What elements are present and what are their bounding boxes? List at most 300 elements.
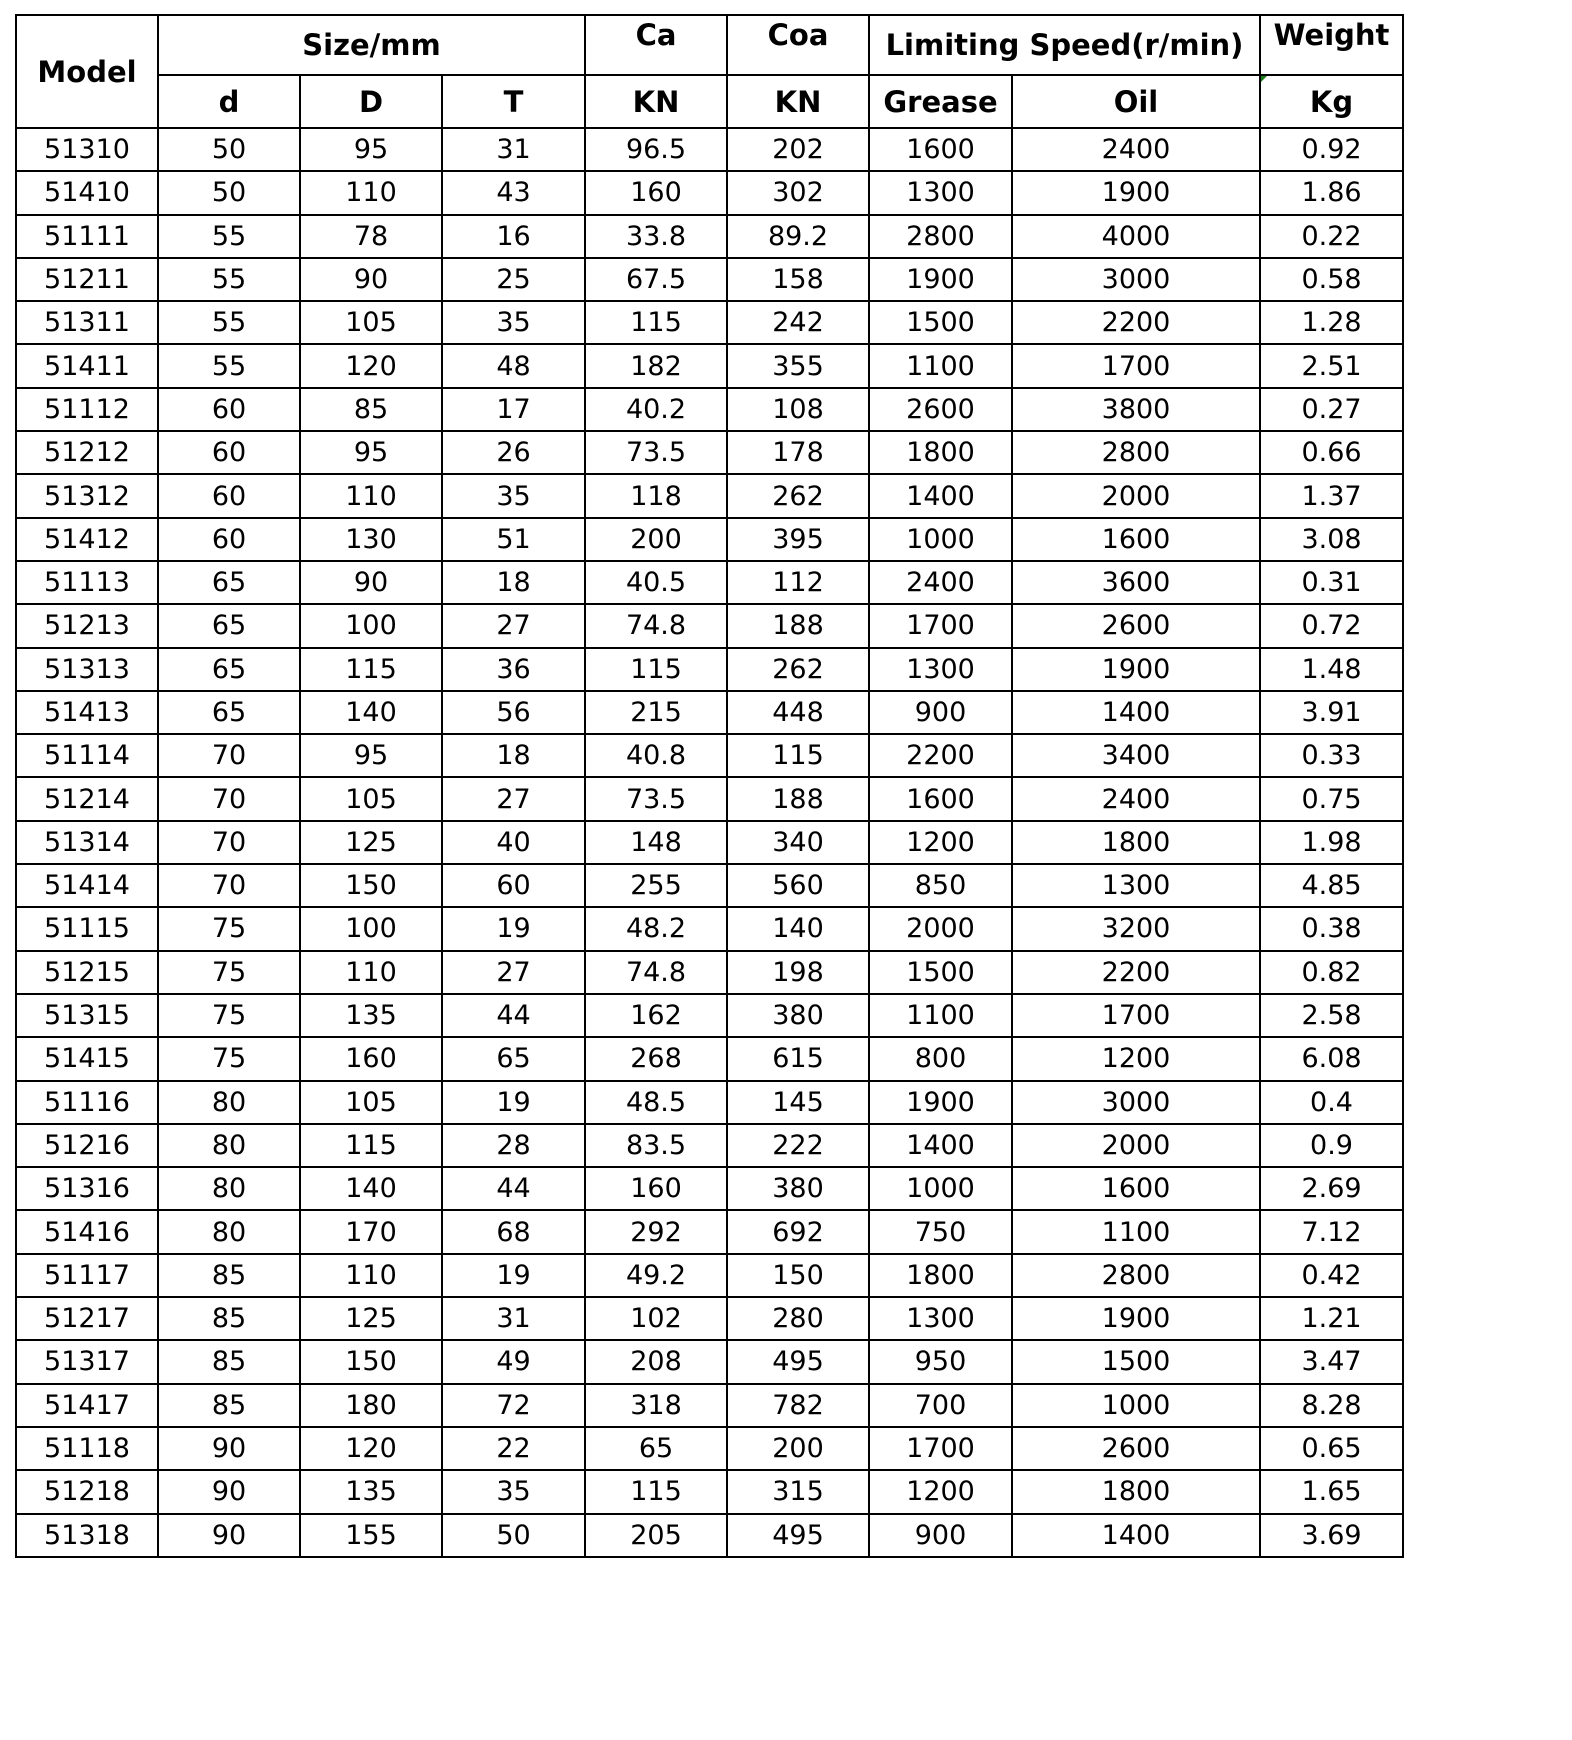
table-row (16, 691, 1403, 734)
cell-grease: 1100 (869, 344, 1012, 387)
cell-ca: 318 (585, 1384, 727, 1427)
cell-weight: 0.75 (1260, 777, 1403, 820)
cell-T: 18 (442, 561, 585, 604)
cell-d: 75 (158, 951, 300, 994)
cell-oil: 2400 (1012, 128, 1260, 171)
cell-d: 90 (158, 1427, 300, 1470)
cell-grease: 1500 (869, 301, 1012, 344)
cell-ca: 162 (585, 994, 727, 1037)
table-row (16, 344, 1403, 387)
cell-grease: 900 (869, 691, 1012, 734)
cell-oil: 1800 (1012, 821, 1260, 864)
cell-ca: 115 (585, 301, 727, 344)
cell-ca: 118 (585, 474, 727, 517)
cell-grease: 1800 (869, 1254, 1012, 1297)
cell-T: 35 (442, 474, 585, 517)
cell-model: 51415 (16, 1037, 158, 1080)
cell-d: 85 (158, 1297, 300, 1340)
cell-model: 51213 (16, 604, 158, 647)
cell-coa: 380 (727, 1167, 869, 1210)
cell-coa: 89.2 (727, 215, 869, 258)
cell-weight: 0.38 (1260, 907, 1403, 950)
cell-coa: 145 (727, 1081, 869, 1124)
cell-weight: 1.48 (1260, 648, 1403, 691)
cell-d: 55 (158, 301, 300, 344)
cell-D: 105 (300, 301, 442, 344)
cell-ca: 48.2 (585, 907, 727, 950)
cell-oil: 3000 (1012, 258, 1260, 301)
cell-T: 26 (442, 431, 585, 474)
cell-d: 70 (158, 734, 300, 777)
cell-T: 28 (442, 1124, 585, 1167)
cell-coa: 108 (727, 388, 869, 431)
cell-d: 75 (158, 1037, 300, 1080)
cell-model: 51118 (16, 1427, 158, 1470)
cell-d: 90 (158, 1514, 300, 1557)
cell-oil: 3600 (1012, 561, 1260, 604)
cell-d: 80 (158, 1081, 300, 1124)
cell-d: 70 (158, 864, 300, 907)
cell-model: 51112 (16, 388, 158, 431)
cell-d: 85 (158, 1384, 300, 1427)
cell-T: 19 (442, 1081, 585, 1124)
cell-d: 55 (158, 258, 300, 301)
table-row (16, 951, 1403, 994)
cell-weight: 0.9 (1260, 1124, 1403, 1167)
cell-coa: 782 (727, 1384, 869, 1427)
cell-weight: 1.65 (1260, 1470, 1403, 1513)
cell-grease: 1000 (869, 1167, 1012, 1210)
cell-weight: 0.27 (1260, 388, 1403, 431)
cell-D: 110 (300, 171, 442, 214)
cell-grease: 1700 (869, 1427, 1012, 1470)
cell-grease: 750 (869, 1210, 1012, 1253)
header-row-top (16, 15, 1403, 75)
table-row (16, 1210, 1403, 1253)
cell-ca: 83.5 (585, 1124, 727, 1167)
cell-ca: 182 (585, 344, 727, 387)
table-row (16, 648, 1403, 691)
cell-T: 60 (442, 864, 585, 907)
cell-coa: 315 (727, 1470, 869, 1513)
cell-coa: 222 (727, 1124, 869, 1167)
cell-weight: 0.66 (1260, 431, 1403, 474)
cell-ca: 148 (585, 821, 727, 864)
cell-model: 51313 (16, 648, 158, 691)
table-row (16, 215, 1403, 258)
header-weight: Weight (1260, 15, 1403, 75)
table-row (16, 1427, 1403, 1470)
table-row (16, 1470, 1403, 1513)
table-row (16, 561, 1403, 604)
cell-T: 44 (442, 1167, 585, 1210)
table-row (16, 1081, 1403, 1124)
cell-d: 60 (158, 388, 300, 431)
cell-grease: 1200 (869, 1470, 1012, 1513)
cell-model: 51312 (16, 474, 158, 517)
cell-coa: 495 (727, 1514, 869, 1557)
bearing-spec-sheet (15, 14, 1404, 1558)
cell-ca: 292 (585, 1210, 727, 1253)
header-ca-unit: KN (585, 75, 727, 128)
cell-model: 51315 (16, 994, 158, 1037)
cell-T: 50 (442, 1514, 585, 1557)
cell-weight: 4.85 (1260, 864, 1403, 907)
cell-T: 19 (442, 1254, 585, 1297)
cell-grease: 1300 (869, 1297, 1012, 1340)
cell-d: 80 (158, 1167, 300, 1210)
table-row (16, 777, 1403, 820)
cell-D: 95 (300, 431, 442, 474)
cell-coa: 340 (727, 821, 869, 864)
cell-T: 56 (442, 691, 585, 734)
cell-coa: 495 (727, 1340, 869, 1383)
cell-model: 51317 (16, 1340, 158, 1383)
header-ca: Ca (585, 15, 727, 75)
cell-model: 51116 (16, 1081, 158, 1124)
cell-weight: 1.28 (1260, 301, 1403, 344)
cell-grease: 1300 (869, 648, 1012, 691)
cell-ca: 74.8 (585, 604, 727, 647)
cell-coa: 262 (727, 474, 869, 517)
table-row (16, 864, 1403, 907)
cell-d: 60 (158, 518, 300, 561)
cell-oil: 1100 (1012, 1210, 1260, 1253)
cell-coa: 200 (727, 1427, 869, 1470)
cell-grease: 900 (869, 1514, 1012, 1557)
table-row (16, 301, 1403, 344)
cell-oil: 2400 (1012, 777, 1260, 820)
cell-oil: 2600 (1012, 1427, 1260, 1470)
cell-coa: 150 (727, 1254, 869, 1297)
cell-oil: 1900 (1012, 171, 1260, 214)
cell-coa: 262 (727, 648, 869, 691)
table-row (16, 388, 1403, 431)
table-row (16, 1254, 1403, 1297)
cell-grease: 1700 (869, 604, 1012, 647)
cell-weight: 3.08 (1260, 518, 1403, 561)
table-row (16, 907, 1403, 950)
cell-T: 27 (442, 604, 585, 647)
cell-grease: 950 (869, 1340, 1012, 1383)
cell-D: 110 (300, 474, 442, 517)
cell-oil: 1700 (1012, 344, 1260, 387)
cell-D: 140 (300, 1167, 442, 1210)
cell-oil: 3800 (1012, 388, 1260, 431)
cell-coa: 188 (727, 604, 869, 647)
cell-ca: 115 (585, 1470, 727, 1513)
cell-ca: 74.8 (585, 951, 727, 994)
cell-oil: 3200 (1012, 907, 1260, 950)
table-row (16, 128, 1403, 171)
cell-d: 60 (158, 431, 300, 474)
cell-weight: 1.86 (1260, 171, 1403, 214)
cell-grease: 700 (869, 1384, 1012, 1427)
cell-ca: 65 (585, 1427, 727, 1470)
cell-grease: 1900 (869, 1081, 1012, 1124)
cell-grease: 1400 (869, 1124, 1012, 1167)
cell-ca: 33.8 (585, 215, 727, 258)
cell-grease: 1600 (869, 777, 1012, 820)
cell-oil: 1000 (1012, 1384, 1260, 1427)
cell-ca: 268 (585, 1037, 727, 1080)
table-row (16, 1514, 1403, 1557)
cell-ca: 40.5 (585, 561, 727, 604)
cell-ca: 102 (585, 1297, 727, 1340)
cell-T: 31 (442, 128, 585, 171)
cell-D: 110 (300, 1254, 442, 1297)
cell-coa: 355 (727, 344, 869, 387)
cell-oil: 3400 (1012, 734, 1260, 777)
cell-D: 130 (300, 518, 442, 561)
cell-ca: 67.5 (585, 258, 727, 301)
cell-d: 65 (158, 691, 300, 734)
cell-T: 16 (442, 215, 585, 258)
cell-d: 55 (158, 344, 300, 387)
cell-T: 27 (442, 951, 585, 994)
table-row (16, 1124, 1403, 1167)
table-row (16, 1384, 1403, 1427)
cell-ca: 40.2 (585, 388, 727, 431)
cell-D: 90 (300, 258, 442, 301)
cell-oil: 3000 (1012, 1081, 1260, 1124)
cell-grease: 1800 (869, 431, 1012, 474)
cell-d: 75 (158, 994, 300, 1037)
header-d: d (158, 75, 300, 128)
cell-D: 110 (300, 951, 442, 994)
table-row (16, 518, 1403, 561)
cell-weight: 3.47 (1260, 1340, 1403, 1383)
cell-model: 51416 (16, 1210, 158, 1253)
cell-grease: 800 (869, 1037, 1012, 1080)
cell-d: 50 (158, 171, 300, 214)
cell-T: 43 (442, 171, 585, 214)
table-row (16, 734, 1403, 777)
cell-grease: 2200 (869, 734, 1012, 777)
cell-T: 48 (442, 344, 585, 387)
cell-weight: 2.58 (1260, 994, 1403, 1037)
cell-D: 160 (300, 1037, 442, 1080)
cell-ca: 208 (585, 1340, 727, 1383)
cell-d: 70 (158, 821, 300, 864)
cell-ca: 49.2 (585, 1254, 727, 1297)
cell-T: 68 (442, 1210, 585, 1253)
cell-weight: 0.42 (1260, 1254, 1403, 1297)
table-row (16, 1297, 1403, 1340)
cell-oil: 2600 (1012, 604, 1260, 647)
cell-D: 85 (300, 388, 442, 431)
cell-d: 65 (158, 648, 300, 691)
cell-weight: 1.37 (1260, 474, 1403, 517)
cell-model: 51314 (16, 821, 158, 864)
cell-T: 72 (442, 1384, 585, 1427)
cell-weight: 0.33 (1260, 734, 1403, 777)
cell-oil: 1300 (1012, 864, 1260, 907)
cell-grease: 2400 (869, 561, 1012, 604)
cell-D: 105 (300, 1081, 442, 1124)
cell-model: 51310 (16, 128, 158, 171)
cell-model: 51316 (16, 1167, 158, 1210)
cell-T: 65 (442, 1037, 585, 1080)
cell-oil: 2200 (1012, 951, 1260, 994)
cell-D: 125 (300, 1297, 442, 1340)
table-body (16, 128, 1403, 1557)
cell-model: 51411 (16, 344, 158, 387)
cell-weight: 0.65 (1260, 1427, 1403, 1470)
cell-weight: 1.21 (1260, 1297, 1403, 1340)
cell-coa: 560 (727, 864, 869, 907)
cell-weight: 2.51 (1260, 344, 1403, 387)
cell-T: 25 (442, 258, 585, 301)
header-D: D (300, 75, 442, 128)
cell-model: 51318 (16, 1514, 158, 1557)
cell-ca: 115 (585, 648, 727, 691)
cell-T: 40 (442, 821, 585, 864)
cell-grease: 850 (869, 864, 1012, 907)
cell-weight: 1.98 (1260, 821, 1403, 864)
cell-T: 19 (442, 907, 585, 950)
cell-grease: 1300 (869, 171, 1012, 214)
cell-grease: 1200 (869, 821, 1012, 864)
cell-coa: 178 (727, 431, 869, 474)
cell-T: 31 (442, 1297, 585, 1340)
cell-coa: 692 (727, 1210, 869, 1253)
cell-d: 90 (158, 1470, 300, 1513)
cell-oil: 2000 (1012, 474, 1260, 517)
cell-model: 51311 (16, 301, 158, 344)
cell-ca: 200 (585, 518, 727, 561)
cell-model: 51217 (16, 1297, 158, 1340)
header-model: Model (16, 15, 158, 128)
cell-oil: 2200 (1012, 301, 1260, 344)
cell-coa: 158 (727, 258, 869, 301)
cell-ca: 48.5 (585, 1081, 727, 1124)
cell-coa: 280 (727, 1297, 869, 1340)
cell-weight: 3.91 (1260, 691, 1403, 734)
table-row (16, 1340, 1403, 1383)
cell-T: 51 (442, 518, 585, 561)
cell-weight: 8.28 (1260, 1384, 1403, 1427)
cell-T: 35 (442, 1470, 585, 1513)
cell-ca: 96.5 (585, 128, 727, 171)
cell-oil: 1200 (1012, 1037, 1260, 1080)
cell-D: 100 (300, 907, 442, 950)
header-T: T (442, 75, 585, 128)
cell-d: 80 (158, 1124, 300, 1167)
header-row-sub (16, 75, 1403, 128)
cell-T: 27 (442, 777, 585, 820)
cell-model: 51412 (16, 518, 158, 561)
table-row (16, 994, 1403, 1037)
cell-oil: 2800 (1012, 431, 1260, 474)
cell-oil: 4000 (1012, 215, 1260, 258)
cell-oil: 2800 (1012, 1254, 1260, 1297)
cell-D: 135 (300, 994, 442, 1037)
cell-coa: 615 (727, 1037, 869, 1080)
cell-d: 55 (158, 215, 300, 258)
cell-weight: 0.82 (1260, 951, 1403, 994)
cell-oil: 1400 (1012, 691, 1260, 734)
cell-oil: 1500 (1012, 1340, 1260, 1383)
cell-oil: 1800 (1012, 1470, 1260, 1513)
cell-T: 17 (442, 388, 585, 431)
table-row (16, 1167, 1403, 1210)
cell-comment-marker (1261, 76, 1267, 82)
cell-oil: 1700 (1012, 994, 1260, 1037)
cell-D: 90 (300, 561, 442, 604)
table-row (16, 258, 1403, 301)
cell-coa: 198 (727, 951, 869, 994)
cell-model: 51216 (16, 1124, 158, 1167)
cell-T: 36 (442, 648, 585, 691)
cell-weight: 0.4 (1260, 1081, 1403, 1124)
cell-d: 70 (158, 777, 300, 820)
cell-D: 78 (300, 215, 442, 258)
cell-coa: 448 (727, 691, 869, 734)
cell-D: 180 (300, 1384, 442, 1427)
cell-coa: 140 (727, 907, 869, 950)
header-grease: Grease (869, 75, 1012, 128)
header-coa-unit: KN (727, 75, 869, 128)
cell-D: 95 (300, 734, 442, 777)
cell-D: 135 (300, 1470, 442, 1513)
header-coa: Coa (727, 15, 869, 75)
cell-grease: 2600 (869, 388, 1012, 431)
cell-oil: 2000 (1012, 1124, 1260, 1167)
cell-model: 51212 (16, 431, 158, 474)
cell-d: 85 (158, 1340, 300, 1383)
cell-D: 150 (300, 864, 442, 907)
cell-coa: 115 (727, 734, 869, 777)
cell-weight: 0.58 (1260, 258, 1403, 301)
cell-weight: 0.72 (1260, 604, 1403, 647)
cell-model: 51115 (16, 907, 158, 950)
cell-weight: 0.22 (1260, 215, 1403, 258)
cell-D: 140 (300, 691, 442, 734)
cell-T: 49 (442, 1340, 585, 1383)
cell-coa: 242 (727, 301, 869, 344)
cell-grease: 1600 (869, 128, 1012, 171)
cell-D: 125 (300, 821, 442, 864)
cell-ca: 73.5 (585, 777, 727, 820)
cell-model: 51211 (16, 258, 158, 301)
cell-oil: 1600 (1012, 518, 1260, 561)
cell-ca: 205 (585, 1514, 727, 1557)
cell-grease: 1000 (869, 518, 1012, 561)
cell-d: 75 (158, 907, 300, 950)
header-weight-unit: Kg (1260, 75, 1403, 128)
cell-model: 51417 (16, 1384, 158, 1427)
cell-ca: 40.8 (585, 734, 727, 777)
cell-D: 115 (300, 648, 442, 691)
cell-oil: 1600 (1012, 1167, 1260, 1210)
cell-D: 150 (300, 1340, 442, 1383)
cell-model: 51117 (16, 1254, 158, 1297)
cell-coa: 395 (727, 518, 869, 561)
header-oil: Oil (1012, 75, 1260, 128)
cell-oil: 1900 (1012, 648, 1260, 691)
table-row (16, 1037, 1403, 1080)
cell-D: 170 (300, 1210, 442, 1253)
cell-weight: 0.31 (1260, 561, 1403, 604)
cell-grease: 1400 (869, 474, 1012, 517)
cell-model: 51214 (16, 777, 158, 820)
cell-coa: 188 (727, 777, 869, 820)
cell-model: 51413 (16, 691, 158, 734)
cell-ca: 160 (585, 171, 727, 214)
cell-grease: 1500 (869, 951, 1012, 994)
cell-oil: 1400 (1012, 1514, 1260, 1557)
